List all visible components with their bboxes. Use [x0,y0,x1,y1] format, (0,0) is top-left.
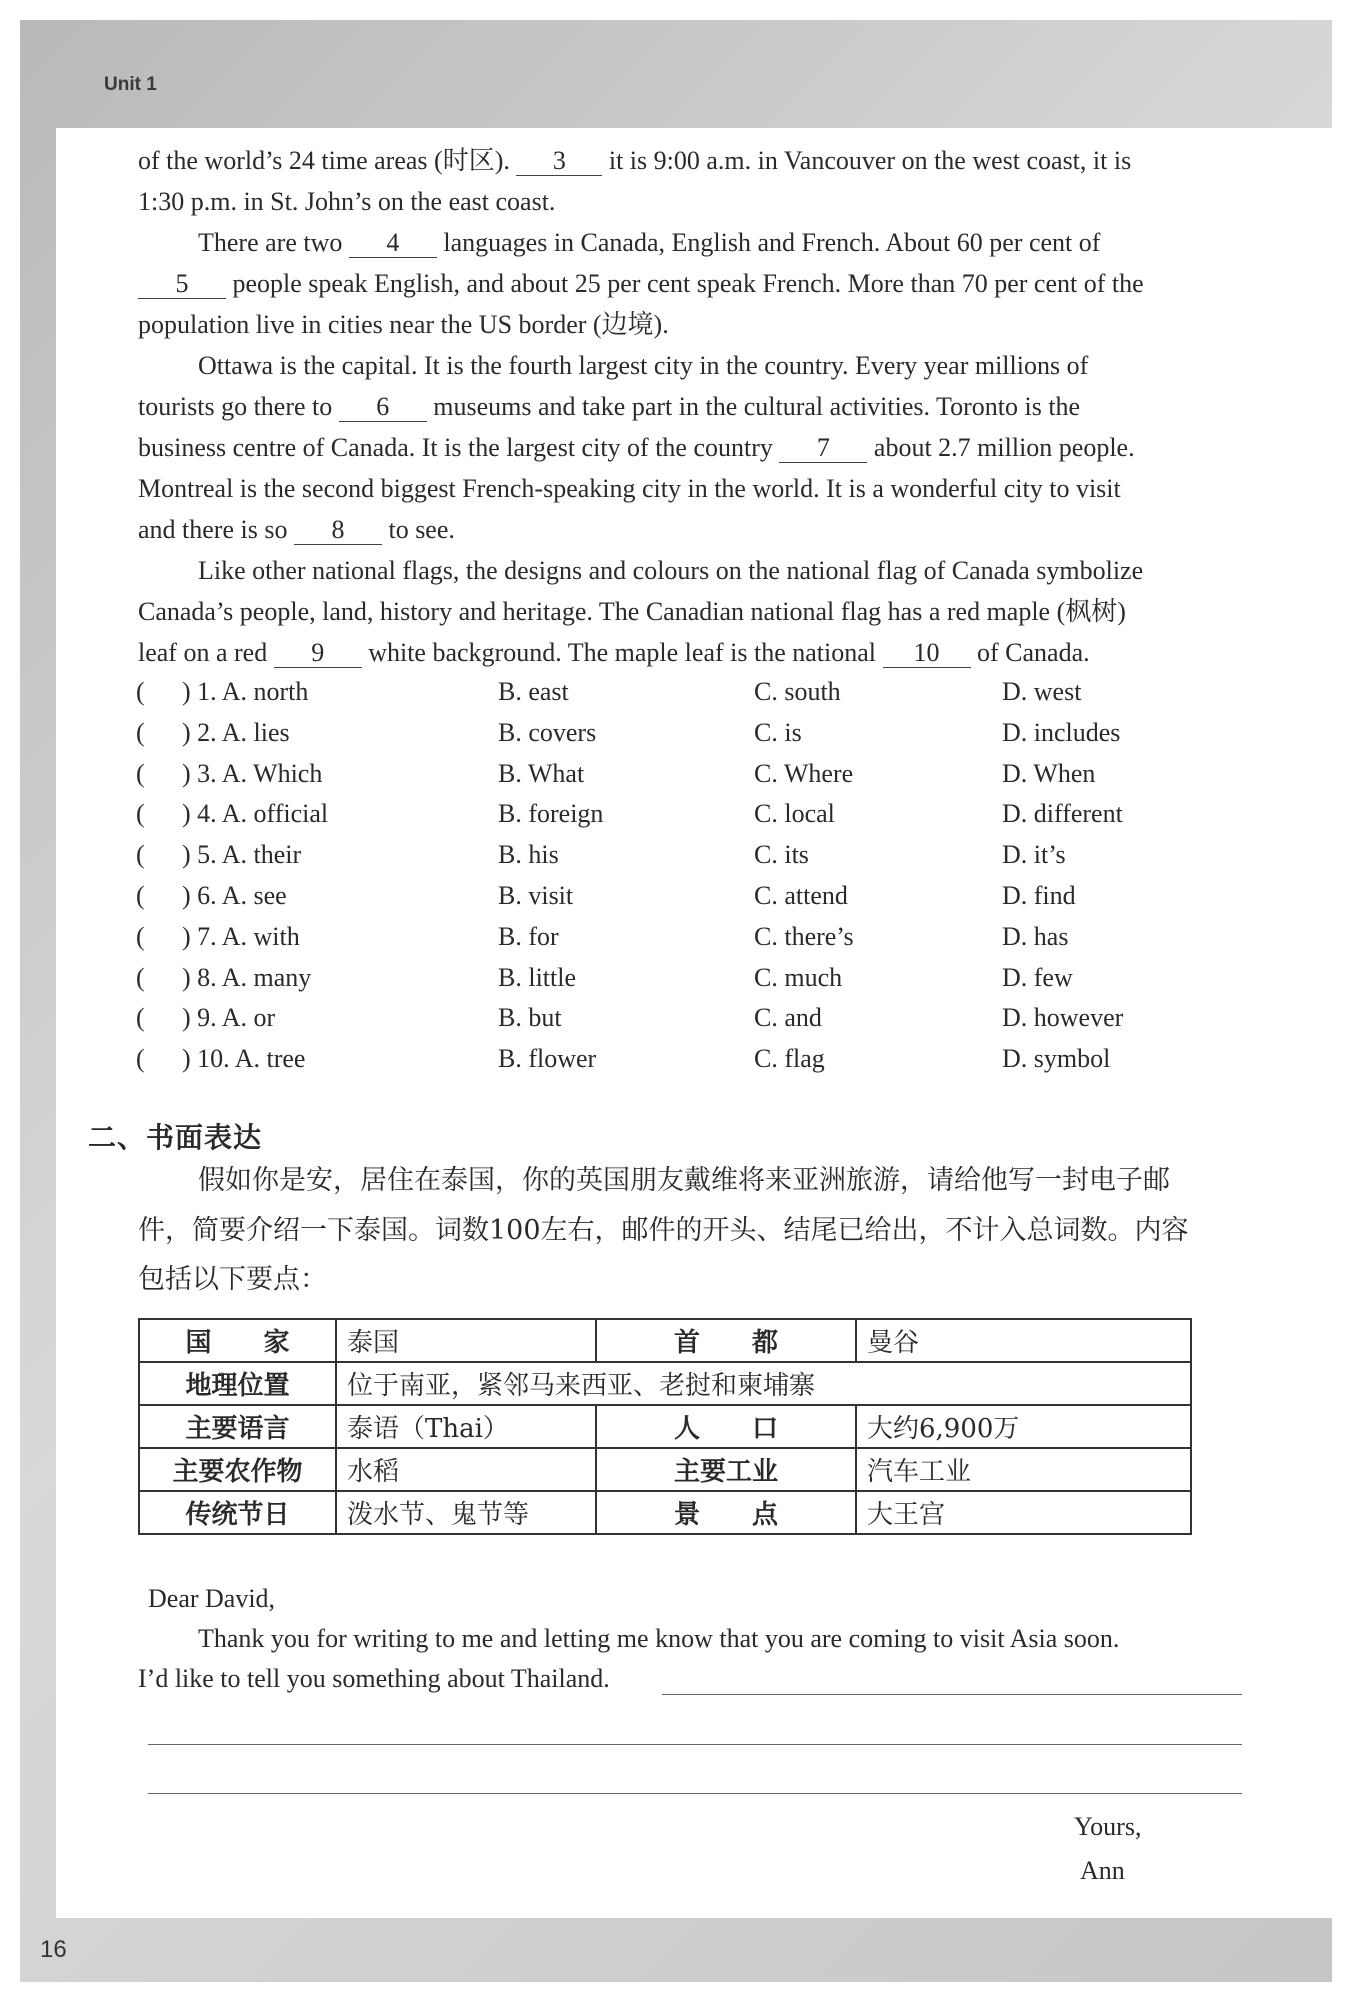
passage-line: leaf on a red 9 white background. The maple leaf is the national 10 of Canada. [138,638,1090,667]
passage-line: Like other national flags, the designs and colours on the national flag of Canada symbolize [198,556,1144,585]
option-c: C. is [754,717,802,747]
option-a: ) 8. A. many [182,962,312,992]
answer-bracket[interactable]: ( [136,799,145,829]
instruction-line: 件，简要介绍一下泰国。词数100左右，邮件的开头、结尾已给出，不计入总词数。内容 [138,1215,1189,1246]
option-c: C. Where [754,758,854,788]
question-row [136,922,1166,952]
passage-line: Montreal is the second biggest French-speaking city in the world. It is a wonderful city to visit [138,474,1121,503]
passage-line: 5 people speak English, and about 25 per cent speak French. More than 70 per cent of the [138,269,1144,299]
table-row [139,1362,1191,1405]
letter-line: Thank you for writing to me and letting me know that you are coming to visit Asia soon. [198,1624,1120,1653]
option-d: D. it’s [1002,840,1066,870]
passage-line: Canada’s people, land, history and heritage. The Canadian national flag has a red maple (枫树) [138,597,1126,626]
letter-signature: Ann [1080,1856,1125,1885]
table-key: 地理位置 [139,1362,336,1405]
option-a: ) 3. A. Which [182,758,323,788]
option-c: C. south [754,677,841,706]
option-b: B. foreign [498,799,604,829]
blank-6[interactable]: 6 [339,393,427,422]
option-c: C. attend [754,881,848,910]
option-b: B. visit [498,881,574,910]
option-d: D. different [1002,799,1123,829]
table-key: 传统节日 [139,1491,336,1534]
answer-bracket[interactable]: ( [136,881,145,910]
option-d: D. has [1002,921,1069,951]
question-row [136,759,1166,789]
passage-line: business centre of Canada. It is the largest city of the country 7 about 2.7 million people. [138,433,1135,462]
passage-line: There are two 4 languages in Canada, English and French. About 60 per cent of [198,228,1101,257]
option-a: ) 10. A. tree [182,1044,306,1074]
writing-line[interactable] [148,1793,1242,1794]
option-b: B. little [498,962,576,992]
unit-label: Unit 1 [104,74,157,95]
option-b: B. his [498,840,559,870]
question-row [136,881,1166,911]
answer-bracket[interactable]: ( [136,758,145,788]
option-d: D. symbol [1002,1044,1111,1074]
answer-bracket[interactable]: ( [136,840,145,870]
question-row [136,840,1166,870]
option-d: D. west [1002,677,1082,706]
answer-bracket[interactable]: ( [136,677,145,706]
answer-bracket[interactable]: ( [136,717,145,747]
passage-line: and there is so 8 to see. [138,515,455,544]
table-value: 位于南亚，紧邻马来西亚、老挝和柬埔寨 [336,1362,1191,1405]
blank-4[interactable]: 4 [349,229,437,258]
table-key: 主要工业 [596,1448,856,1491]
table-key: 景 点 [596,1491,856,1534]
table-row [139,1319,1191,1362]
table-value: 水稻 [336,1448,596,1491]
option-b: B. covers [498,717,597,747]
table-key: 人 口 [596,1405,856,1448]
table-key: 国 家 [139,1319,336,1362]
table-value: 泰国 [336,1319,596,1362]
option-c: C. local [754,799,835,829]
letter-closing: Yours, [1074,1812,1142,1841]
page-number: 16 [40,1936,67,1963]
option-b: B. flower [498,1044,597,1074]
option-c: C. much [754,962,843,992]
option-a: ) 9. A. or [182,1003,276,1033]
option-a: ) 5. A. their [182,840,302,870]
table-value: 大王宫 [856,1491,1191,1534]
option-c: C. and [754,1003,822,1033]
option-b: B. for [498,921,559,951]
passage-line: 1:30 p.m. in St. John’s on the east coast. [138,187,556,216]
table-row [139,1491,1191,1534]
blank-8[interactable]: 8 [294,516,382,545]
blank-7[interactable]: 7 [779,434,867,463]
question-row [136,963,1166,993]
passage-line: of the world’s 24 time areas (时区). 3 it is 9:00 a.m. in Vancouver on the west coast, it is [138,146,1132,175]
option-d: D. find [1002,881,1076,910]
blank-10[interactable]: 10 [883,639,971,668]
option-c: C. its [754,840,809,870]
instruction-line: 假如你是安，居住在泰国，你的英国朋友戴维将来亚洲旅游，请给他写一封电子邮 [198,1165,1170,1196]
option-d: D. however [1002,1003,1124,1033]
question-row [136,718,1166,748]
table-row [139,1405,1191,1448]
letter-line: I’d like to tell you something about Thailand. [138,1664,610,1693]
option-b: B. but [498,1003,562,1033]
table-key: 主要语言 [139,1405,336,1448]
option-b: B. east [498,677,569,706]
question-row [136,677,1166,707]
answer-bracket[interactable]: ( [136,921,145,951]
answer-bracket[interactable]: ( [136,962,145,992]
option-c: C. flag [754,1044,825,1074]
option-d: D. includes [1002,717,1121,747]
question-row [136,799,1166,829]
option-d: D. When [1002,758,1096,788]
table-value: 泼水节、鬼节等 [336,1491,596,1534]
option-a: ) 1. A. north [182,677,309,706]
section-title: 二、书面表达 [88,1121,263,1154]
table-key: 主要农作物 [139,1448,336,1491]
option-c: C. there’s [754,921,854,951]
table-key: 首 都 [596,1319,856,1362]
passage-line: population live in cities near the US border (边境). [138,310,669,339]
option-a: ) 6. A. see [182,881,287,910]
question-row [136,1003,1166,1033]
option-a: ) 4. A. official [182,799,329,829]
info-table [138,1318,1192,1535]
table-value: 大约6,900万 [856,1405,1191,1448]
answer-bracket[interactable]: ( [136,1003,145,1033]
table-value: 泰语（Thai） [336,1405,596,1448]
question-row [136,1044,1166,1074]
writing-line[interactable] [662,1694,1242,1695]
table-row [139,1448,1191,1491]
answer-bracket[interactable]: ( [136,1044,145,1074]
option-a: ) 2. A. lies [182,717,290,747]
blank-5[interactable]: 5 [138,270,226,299]
option-d: D. few [1002,962,1073,992]
option-b: B. What [498,758,585,788]
blank-3[interactable]: 3 [516,147,602,176]
table-value: 曼谷 [856,1319,1191,1362]
letter-greeting: Dear David, [148,1584,276,1613]
option-a: ) 7. A. with [182,921,300,951]
passage-line: Ottawa is the capital. It is the fourth largest city in the country. Every year millions of [198,351,1089,380]
table-value: 汽车工业 [856,1448,1191,1491]
instruction-line: 包括以下要点： [138,1264,327,1295]
blank-9[interactable]: 9 [274,639,362,668]
writing-line[interactable] [148,1744,1242,1745]
passage-line: tourists go there to 6 museums and take part in the cultural activities. Toronto is the [138,392,1081,421]
